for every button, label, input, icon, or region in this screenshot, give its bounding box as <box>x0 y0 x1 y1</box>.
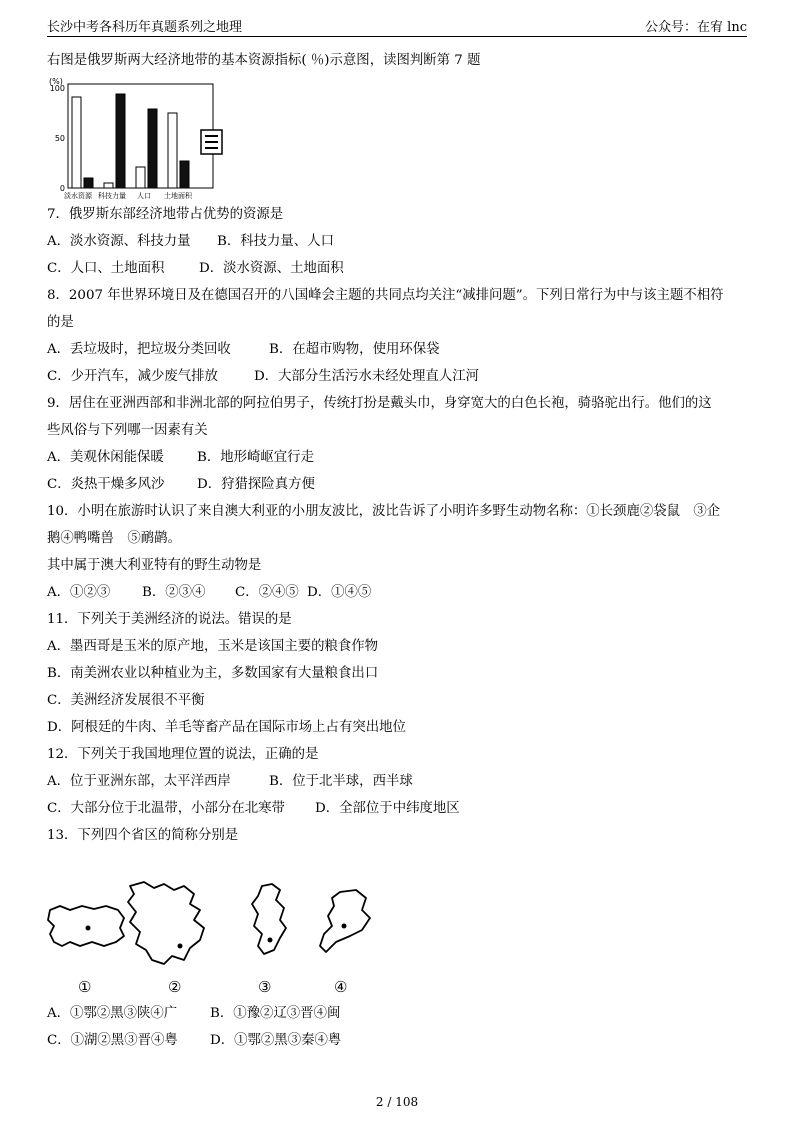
q13-option-b: B．①豫②辽③晋④闽 <box>210 1006 341 1021</box>
q11-stem: 11．下列关于美洲经济的说法。错误的是 <box>47 612 292 627</box>
page-number: 2 / 108 <box>375 1095 419 1109</box>
q7-stem: 7．俄罗斯东部经济地带占优势的资源是 <box>47 207 284 222</box>
x-tick-label: 科技力量 <box>98 192 126 200</box>
y-axis-label: (%) <box>49 78 63 86</box>
q12-option-c: C．大部分位于北温带，小部分在北寒带 <box>47 801 285 816</box>
q11-option-d: D．阿根廷的牛肉、羊毛等畜产品在国际市场上占有突出地位 <box>47 720 406 735</box>
q13-stem: 13．下列四个省区的简称分别是 <box>47 828 239 843</box>
q9-option-b: B．地形崎岖宜行走 <box>197 450 314 465</box>
intro-text: 右图是俄罗斯两大经济地带的基本资源指标( ％)示意图，读图判断第 7 题 <box>47 53 481 68</box>
q8-option-b: B．在超市购物，使用环保袋 <box>269 342 440 357</box>
q13-options-cd <box>47 1032 341 1050</box>
q9-option-c: C．炎热干燥多风沙 <box>47 477 165 492</box>
y-tick-label: 50 <box>54 134 65 143</box>
q9-option-d: D．狩猎探险真方便 <box>197 477 315 492</box>
q8-stem-1: 8．2007 年世界环境日及在德国召开的八国峰会主题的共同点均关注“减排问题”。下列日常行为中与该主题不相符 <box>47 288 724 303</box>
q12-option-b: B．位于北半球，西半球 <box>269 774 413 789</box>
q13-option-c: C．①湖②黑③晋④粤 <box>47 1033 178 1048</box>
map-label-4: ④ <box>334 978 348 996</box>
province-outline-1 <box>48 906 124 946</box>
q7-option-c: C．人口、土地面积 <box>47 261 165 276</box>
q10-stem-3: 其中属于澳大利亚特有的野生动物是 <box>47 558 262 573</box>
q12-options-cd <box>47 800 460 818</box>
x-tick-label: 淡水资源 <box>64 192 92 200</box>
header-account: 公众号：在宥 lnc <box>645 20 747 35</box>
map-label-1: ① <box>78 978 92 996</box>
q7-options-ab <box>47 233 334 251</box>
q8-option-d: D．大部分生活污水未经处理直人江河 <box>254 369 479 384</box>
province-outline-4 <box>320 890 370 952</box>
bar-west-2 <box>136 167 145 188</box>
q10-stem-2: 鹅④鸭嘴兽 ⑤鸸鹋。 <box>47 531 181 546</box>
x-tick-label: 土地面积 <box>164 192 192 200</box>
q9-option-a: A．美观休闲能保暖 <box>47 450 164 465</box>
bar-east-0 <box>84 178 93 188</box>
q7-options-cd <box>47 260 344 278</box>
q9-stem-2: 些风俗与下列哪一因素有关 <box>47 423 208 438</box>
q9-options-ab <box>47 449 314 467</box>
q12-option-a: A．位于亚洲东部，太平洋西岸 <box>47 774 231 789</box>
y-tick-label: 0 <box>59 184 65 193</box>
legend-box <box>201 130 222 154</box>
province-outline-2 <box>128 882 204 964</box>
bar-east-3 <box>180 161 189 188</box>
q11-option-b: B．南美洲农业以种植业为主，多数国家有大量粮食出口 <box>47 666 379 681</box>
resource-bar-chart <box>48 78 223 202</box>
map-label-3: ③ <box>258 978 272 996</box>
q7-option-d: D．淡水资源、土地面积 <box>199 261 344 276</box>
bar-west-1 <box>104 183 113 188</box>
q10-stem-1: 10．小明在旅游时认识了来自澳大利亚的小朋友波比，波比告诉了小明许多野生动物名称：①长颈鹿②袋鼠 ③企 <box>47 504 721 519</box>
q13-option-a: A．①鄂②黑③陕④广 <box>47 1006 178 1021</box>
q11-option-c: C．美洲经济发展很不平衡 <box>47 693 205 708</box>
q8-stem-2: 的是 <box>47 315 74 330</box>
bar-west-0 <box>72 97 81 188</box>
q8-option-c: C．少开汽车，减少废气排放 <box>47 369 218 384</box>
bar-east-1 <box>116 94 125 188</box>
q12-options-ab <box>47 773 413 791</box>
q12-stem: 12．下列关于我国地理位置的说法，正确的是 <box>47 747 319 762</box>
q12-option-d: D．全部位于中纬度地区 <box>315 801 460 816</box>
q9-options-cd <box>47 476 315 494</box>
page-header <box>47 14 747 37</box>
bar-west-3 <box>168 113 177 188</box>
q10-option-b: B．②③④ <box>142 585 206 600</box>
q10-option-d: D．①④⑤ <box>307 585 372 600</box>
q11-option-a: A．墨西哥是玉米的原产地，玉米是该国主要的粮食作物 <box>47 639 379 654</box>
q13-options-ab <box>47 1005 340 1023</box>
q8-options-ab <box>47 341 440 359</box>
bar-east-2 <box>148 109 157 188</box>
y-tick-label: 100 <box>49 84 65 93</box>
q8-option-a: A．丢垃圾时，把垃圾分类回收 <box>47 342 231 357</box>
q10-options <box>47 584 371 602</box>
header-title: 长沙中考各科历年真题系列之地理 <box>47 20 243 35</box>
q7-option-b: B．科技力量、人口 <box>217 234 334 249</box>
map-label-2: ② <box>168 978 182 996</box>
x-tick-label: 人口 <box>137 192 151 200</box>
q10-option-a: A．①②③ <box>47 585 111 600</box>
q9-stem-1: 9．居住在亚洲西部和非洲北部的阿拉伯男子，传统打扮是戴头巾，身穿宽大的白色长袍，骑骆驼出行。他们的这 <box>47 396 712 411</box>
q13-option-d: D．①鄂②黑③秦④粤 <box>210 1033 342 1048</box>
q10-option-c: C．②④⑤ <box>235 585 299 600</box>
province-outline-3 <box>252 884 286 954</box>
q7-option-a: A．淡水资源、科技力量 <box>47 234 191 249</box>
q8-options-cd <box>47 368 479 386</box>
province-maps <box>44 876 374 998</box>
